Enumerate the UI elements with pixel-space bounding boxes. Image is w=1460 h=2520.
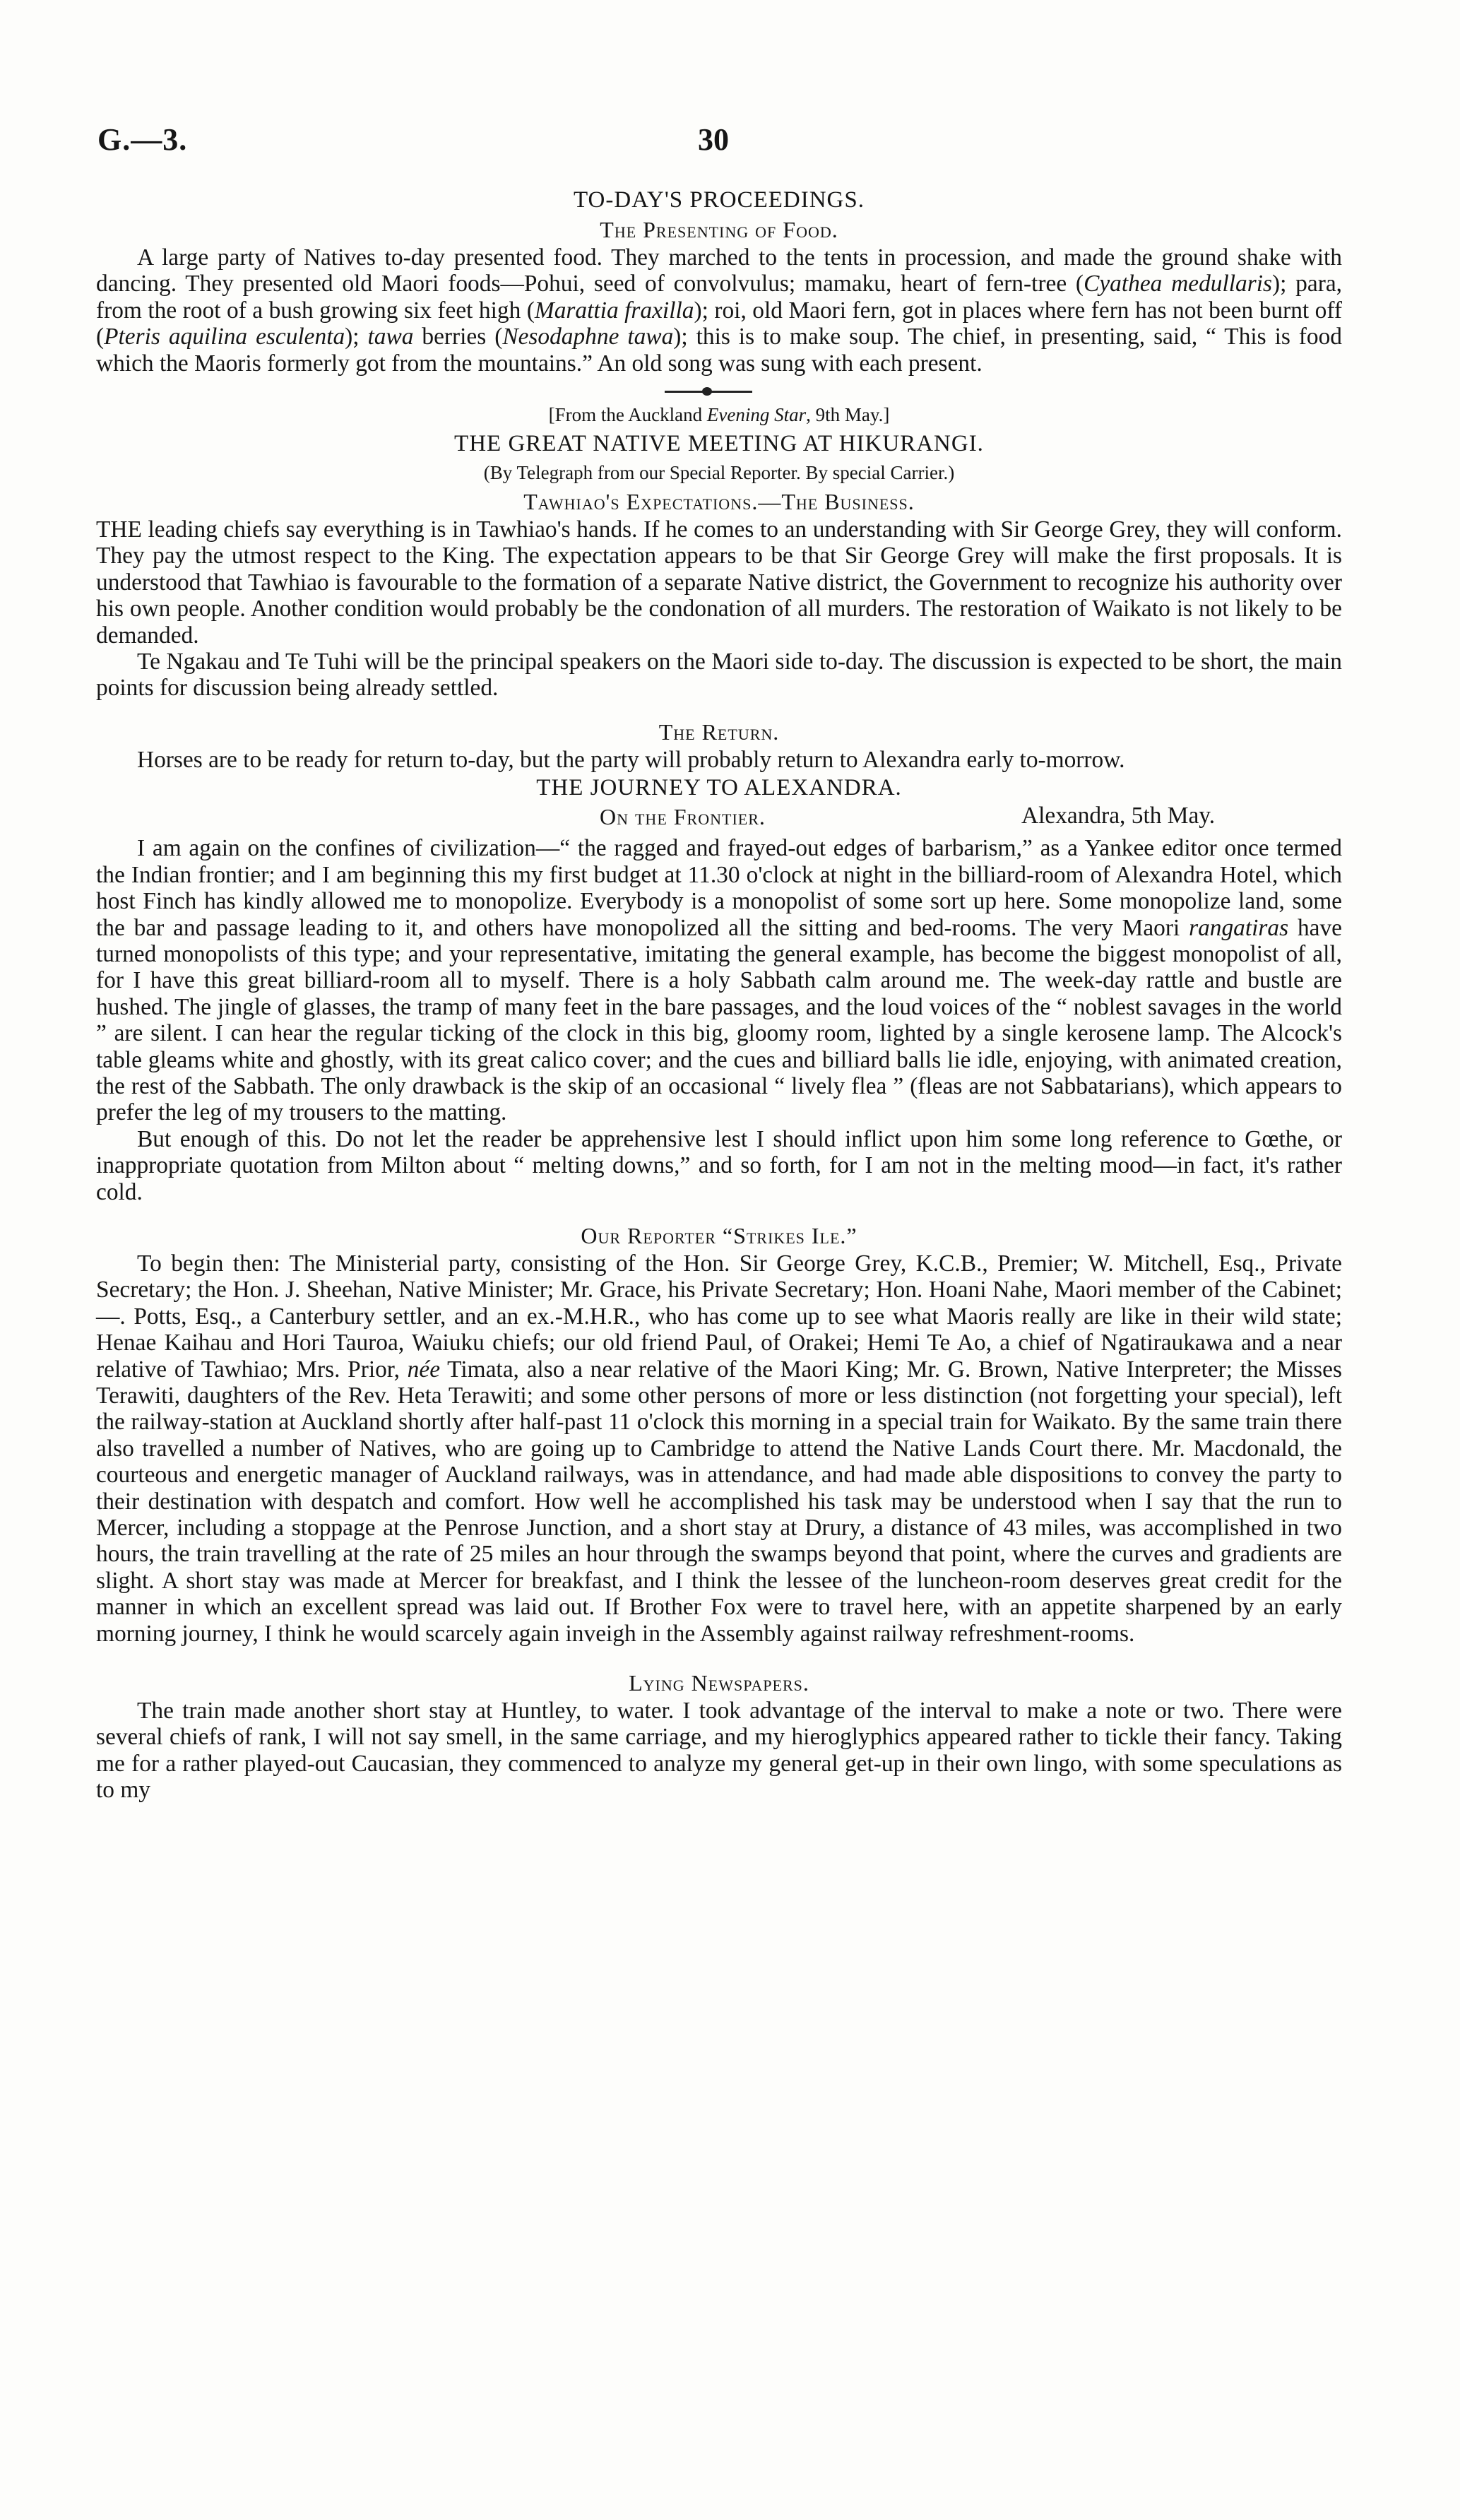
text-run: ); para, from the root of a bush growing six feet high ( xyxy=(96,271,1342,324)
lying-newspapers-paragraph: The train made another short stay at Huntley, to water. I took advantage of the interval to make a note or two. There were several chiefs of rank, I will not say smell, in the same carriage, and my hieroglyphics appeared rather to tickle their fancy. Taking me for a rather played-out Caucasian, they commenced to analyze my general get-up in their own lingo, with some speculations as to my xyxy=(96,1698,1342,1804)
italic-text: née xyxy=(407,1356,441,1383)
expectations-paragraph-2: Te Ngakau and Te Tuhi will be the principal speakers on the Maori side to-day. The discussion is expected to be short, the main points for discussion being already settled. xyxy=(96,649,1342,702)
telegraph-byline: (By Telegraph from our Special Reporter. By special Carrier.) xyxy=(483,462,955,484)
journey-to-alexandra-title: THE JOURNEY TO ALEXANDRA. xyxy=(536,775,902,801)
italic-text: tawa xyxy=(367,324,414,350)
frontier-paragraph-1 xyxy=(96,835,1342,1125)
text-run: I am again on the confines of civilization—“ the ragged and frayed-out edges of barbarism,” as a Yankee editor once termed the Indian frontier; and I am beginning this my first budget at 11.30 o'clock at night in the billiard-room of Alexandra Hotel, which host Finch has kindly allowed me to monopolize. Everybody is a monopolist of some sort up here. Some monopolize land, some the bar and passage leading to it, and others have monopolized all the sitting and bed-rooms. The very Maori xyxy=(96,835,1342,941)
text-run: ); xyxy=(345,324,368,350)
tawhiao-expectations-heading: Tawhiao's Expectations.—The Business. xyxy=(523,489,915,515)
on-the-frontier-heading: On the Frontier. xyxy=(600,804,766,830)
text-run: ); this is to make soup. The chief, in presenting, said, “ This is food which the Maoris formerly got from the mountains.” An old song was sung with each present. xyxy=(96,324,1343,377)
reporter-strikes-ile-heading: Our Reporter “Strikes Ile.” xyxy=(581,1222,857,1248)
great-native-meeting-title: THE GREAT NATIVE MEETING AT HIKURANGI. xyxy=(454,431,984,457)
presenting-food-heading: The Presenting of Food. xyxy=(600,217,838,242)
ministerial-party-paragraph xyxy=(96,1250,1342,1647)
text-run: ); roi, old Maori fern, got in places where fern has not been burnt off ( xyxy=(96,297,1342,350)
document-code: G.—3. xyxy=(97,122,188,157)
expectations-paragraph-1: THE leading chiefs say everything is in Tawhiao's hands. If he comes to an understanding with Sir George Grey, they will conform. They pay the utmost respect to the King. The expectation appears to be that Sir George Grey will make the first proposals. It is understood that Tawhiao is favourable to the formation of a separate Native district, the Government to recognize his authority over his own people. Another condition would probably be the condonation of all murders. The restoration of Waikato is not likely to be demanded. xyxy=(96,516,1342,649)
italic-text: Evening Star xyxy=(706,404,807,426)
frontier-heading-line xyxy=(96,803,1342,835)
italic-text: Pteris aquilina esculenta xyxy=(104,324,345,350)
return-paragraph: Horses are to be ready for return to-day, but the party will probably return to Alexandra early to-morrow. xyxy=(137,746,1125,773)
text-run: , 9th May.] xyxy=(806,404,890,426)
lying-newspapers-heading: Lying Newspapers. xyxy=(629,1670,809,1696)
italic-text: Nesodaphne tawa xyxy=(502,324,674,350)
page-header xyxy=(97,122,1334,164)
source-attribution xyxy=(96,401,1342,429)
page-number: 30 xyxy=(698,122,729,157)
italic-text: Marattia fraxilla xyxy=(534,297,694,324)
presenting-food-paragraph xyxy=(96,244,1342,377)
frontier-paragraph-2: But enough of this. Do not let the reader be apprehensive lest I should inflict upon him some long reference to Gœthe, or inappropriate quotation from Milton about “ melting downs,” and so forth, for I am not in the melting mood—in fact, it's rather cold. xyxy=(96,1125,1342,1205)
todays-proceedings-title: TO-DAY'S PROCEEDINGS. xyxy=(573,187,865,213)
text-run: [From the Auckland xyxy=(548,404,707,426)
section-divider-rule xyxy=(96,382,1342,401)
italic-text: Cyathea medullaris xyxy=(1084,271,1272,297)
frontier-dateline: Alexandra, 5th May. xyxy=(1021,803,1216,829)
text-run: have turned monopolists of this type; and your representative, imitating the general example, has become the biggest monopolist of all, for I have this great billiard-room all to myself. There is a holy Sabbath calm around me. The week-day rattle and bustle are hushed. The jingle of glasses, the tramp of many feet in the bare passages, and the loud voices of the “ noblest savages in the world ” are silent. I can hear the regular ticking of the clock in this big, gloomy room, lighted by a single kerosene lamp. The Alcock's table gleams white and ghostly, with its great calico cover; and the cues and billiard balls lie idle, enjoying, with animated creation, the rest of the Sabbath. The only drawback is the skip of an occasional “ lively flea ” (fleas are not Sabbatarians), which appears to prefer the leg of my trousers to the matting. xyxy=(96,914,1342,1126)
text-run: A large party of Natives to-day presented food. They marched to the tents in procession, and made the ground shake with dancing. They presented old Maori foods—Pohui, seed of convolvulus; mamaku, heart of fern-tree ( xyxy=(96,244,1342,297)
text-run: To begin then: The Ministerial party, consisting of the Hon. Sir George Grey, K.C.B., Premier; W. Mitchell, Esq., Private Secretary; the Hon. J. Sheehan, Native Minister; Mr. Grace, his Private Secretary; Hon. Hoani Nahe, Maori member of the Cabinet; —. Potts, Esq., a Canterbury settler, and an ex.-M.H.R., who has come up to see what Maoris really are like in their wild state; Henae Kaihau and Hori Tauroa, Waiuku chiefs; our old friend Paul, of Orakei; Hemi Te Ao, a chief of Ngatiraukawa and a near relative of Tawhiao; Mrs. Prior, xyxy=(96,1250,1342,1383)
italic-text: rangatiras xyxy=(1189,914,1289,941)
text-run: berries ( xyxy=(413,324,503,350)
text-run: Timata, also a near relative of the Maori King; Mr. G. Brown, Native Interpreter; the Misses Terawiti, daughters of the Rev. Heta Terawiti; and some other persons of more or less distinction (not forgetting your special), left the railway-station at Auckland shortly after half-past 11 o'clock this morning in a special train for Waikato. By the same train there also travelled a number of Natives, who are going up to Cambridge to attend the Native Lands Court there. Mr. Macdonald, the courteous and energetic manager of Auckland railways, was in attendance, and had made able dispositions to convey the party to their destination with despatch and comfort. How well he accomplished his task may be understood when I say that the run to Mercer, including a stoppage at the Penrose Junction, and a short stay at Drury, a distance of 43 miles, was accomplished in two hours, the train travelling at the rate of 25 miles an hour through the swamps beyond that point, where the curves and gradients are slight. A short stay was made at Mercer for breakfast, and I think the lessee of the luncheon-room deserves great credit for the manner in which an excellent spread was laid out. If Brother Fox were to travel here, with an appetite sharpened by an early morning journey, I think he would scarcely again inveigh in the Assembly against railway refreshment-rooms. xyxy=(96,1356,1342,1647)
the-return-heading: The Return. xyxy=(658,718,780,745)
document-body xyxy=(96,185,1342,1804)
